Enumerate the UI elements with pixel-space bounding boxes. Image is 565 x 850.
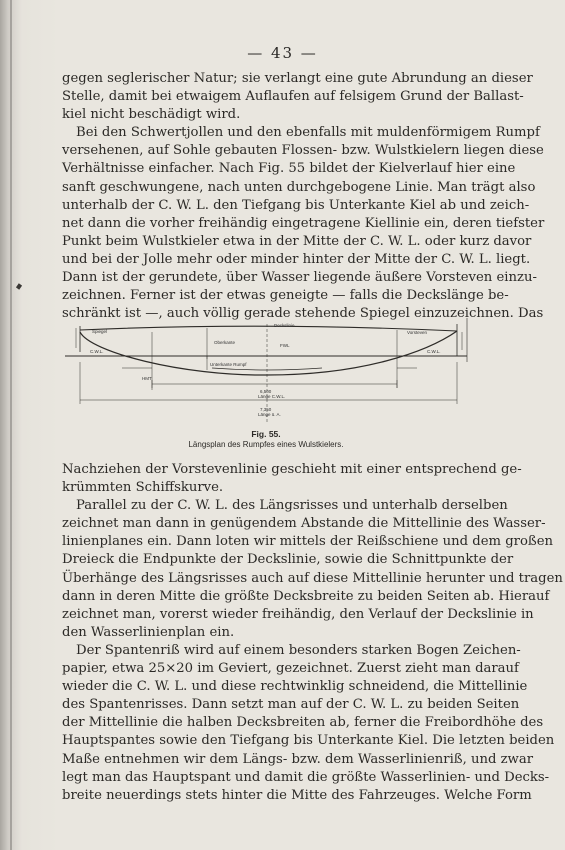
text-line: des Spantenrisses. Dann setzt man auf der C. W. L. zu beiden Seiten: [62, 697, 520, 713]
text-line: Dreieck die Endpunkte der Deckslinie, sowie die Schnittpunkte der: [62, 552, 514, 568]
page-number: — 43 —: [247, 44, 318, 62]
text-line: krümmten Schiffskurve.: [62, 480, 224, 496]
text-line: kiel nicht beschädigt wird.: [62, 107, 241, 123]
label-vorsteven: Vorsteven: [407, 330, 428, 335]
hull-bottom-line: [80, 331, 457, 375]
text-line: linienplanes ein. Dann loten wir mittels der Reißschiene und dem großen: [62, 534, 554, 550]
figure-number: Fig. 55.: [251, 429, 281, 439]
text-line: Stelle, damit bei etwaigem Auflaufen auf felsigem Grund der Ballast-: [62, 89, 524, 105]
text-line: Bei den Schwertjollen und den ebenfalls mit muldenförmigem Rumpf: [76, 125, 540, 141]
text-line: Hauptspantes sowie den Tiefgang bis Unterkante Kiel. Die letzten beiden: [62, 733, 555, 749]
dim-cwl-value: 6,500: [260, 389, 272, 394]
label-deckslinie: Deckslinie: [274, 323, 295, 328]
label-cwl: C.W.L.: [90, 349, 104, 354]
text-line: Punkt beim Wulstkieler etwa in der Mitte der C. W. L. oder kurz davor: [62, 233, 532, 249]
paragraph-4: [62, 497, 563, 642]
text-line: Maße entnehmen wir dem Längs- bzw. dem Wasserlinienriß, und zwar: [62, 751, 533, 767]
text-line: net dann die vorher freihändig eingetragene Kiellinie ein, deren tiefster: [62, 215, 545, 231]
text-line: zeichnen. Ferner ist der etwas geneigte — falls die Deckslänge be-: [62, 288, 509, 304]
text-line: zeichnet man dann in genügendem Abstande die Mittellinie des Wasser-: [62, 516, 546, 532]
text-line: zeichnet man, vorerst wieder freihändig, den Verlauf der Deckslinie in: [62, 606, 534, 622]
paragraph-5: [62, 642, 555, 805]
text-line: der Mittellinie die halben Decksbreiten ab, ferner die Freibordhöhe des: [62, 715, 544, 731]
margin-mark: [16, 283, 22, 289]
text-line: und bei der Jolle mehr oder minder hinter der Mitte der C. W. L. liegt.: [62, 251, 531, 267]
hull-longitudinal-plan-figure: [62, 318, 470, 428]
text-line: gegen seglerischer Natur; sie verlangt eine gute Abrundung an dieser: [62, 71, 533, 86]
dim-total-value: 7,350: [260, 407, 272, 412]
text-line: wieder die C. W. L. und diese rechtwinklig schneidend, die Mittellinie: [62, 679, 528, 695]
label-cwl-right: C.W.L.: [427, 349, 441, 354]
label-hmt: HMT: [142, 376, 152, 381]
binding-gutter: [10, 0, 12, 850]
text-line: sanft geschwungene, nach unten durchgebogene Linie. Man trägt also: [62, 179, 536, 195]
text-line: breite neuerdings stets hinter die Mitte des Fahrzeuges. Welche Form: [62, 787, 532, 803]
text-line: versehenen, auf Sohle gebauten Flossen- bzw. Wulstkielern liegen diese: [62, 143, 544, 159]
text-line: papier, etwa 25×20 im Geviert, gezeichnet. Zuerst zieht man darauf: [62, 661, 519, 677]
text-line: unterhalb der C. W. L. den Tiefgang bis Unterkante Kiel ab und zeich-: [62, 197, 530, 213]
text-line: Überhänge des Längsrisses auch auf diese Mittellinie herunter und tragen: [62, 570, 563, 586]
text-line: den Wasserlinienplan ein.: [62, 624, 235, 640]
figure-caption: Längsplan des Rumpfes eines Wulstkielers.: [188, 440, 344, 449]
label-spiegel: Spiegel: [92, 329, 108, 334]
dim-total-label: Länge ü. A.: [258, 412, 281, 417]
deck-line: [80, 326, 457, 331]
paragraph-1: [62, 70, 533, 124]
label-unterkante: Unterkante Rumpf: [210, 362, 247, 367]
text-line: dann in deren Mitte die größte Decksbreite zu beiden Seiten ab. Hierauf: [62, 588, 550, 604]
dim-cwl-label: Länge C.W.L.: [258, 394, 286, 399]
text-line: legt man das Hauptspant und damit die größte Wasserlinien- und Decks-: [62, 769, 550, 785]
text-line: Nachziehen der Vorstevenlinie geschieht mit einer entsprechend ge-: [62, 462, 522, 477]
label-fwl: FWL: [280, 343, 290, 348]
paragraph-2: [62, 124, 545, 323]
text-line: Parallel zu der C. W. L. des Längsrisses und unterhalb derselben: [76, 498, 508, 514]
text-line: Dann ist der gerundete, über Wasser liegende äußere Vorsteven einzu-: [62, 270, 537, 286]
label-oberkante: Oberkante: [214, 340, 236, 345]
text-line: Verhältnisse einfacher. Nach Fig. 55 bildet der Kielverlauf hier eine: [62, 161, 516, 177]
text-line: schränkt ist —, auch völlig gerade stehende Spiegel einzuzeichnen. Das: [62, 306, 544, 322]
text-line: Der Spantenriß wird auf einem besonders starken Bogen Zeichen-: [76, 643, 521, 658]
paragraph-3: [62, 461, 522, 497]
